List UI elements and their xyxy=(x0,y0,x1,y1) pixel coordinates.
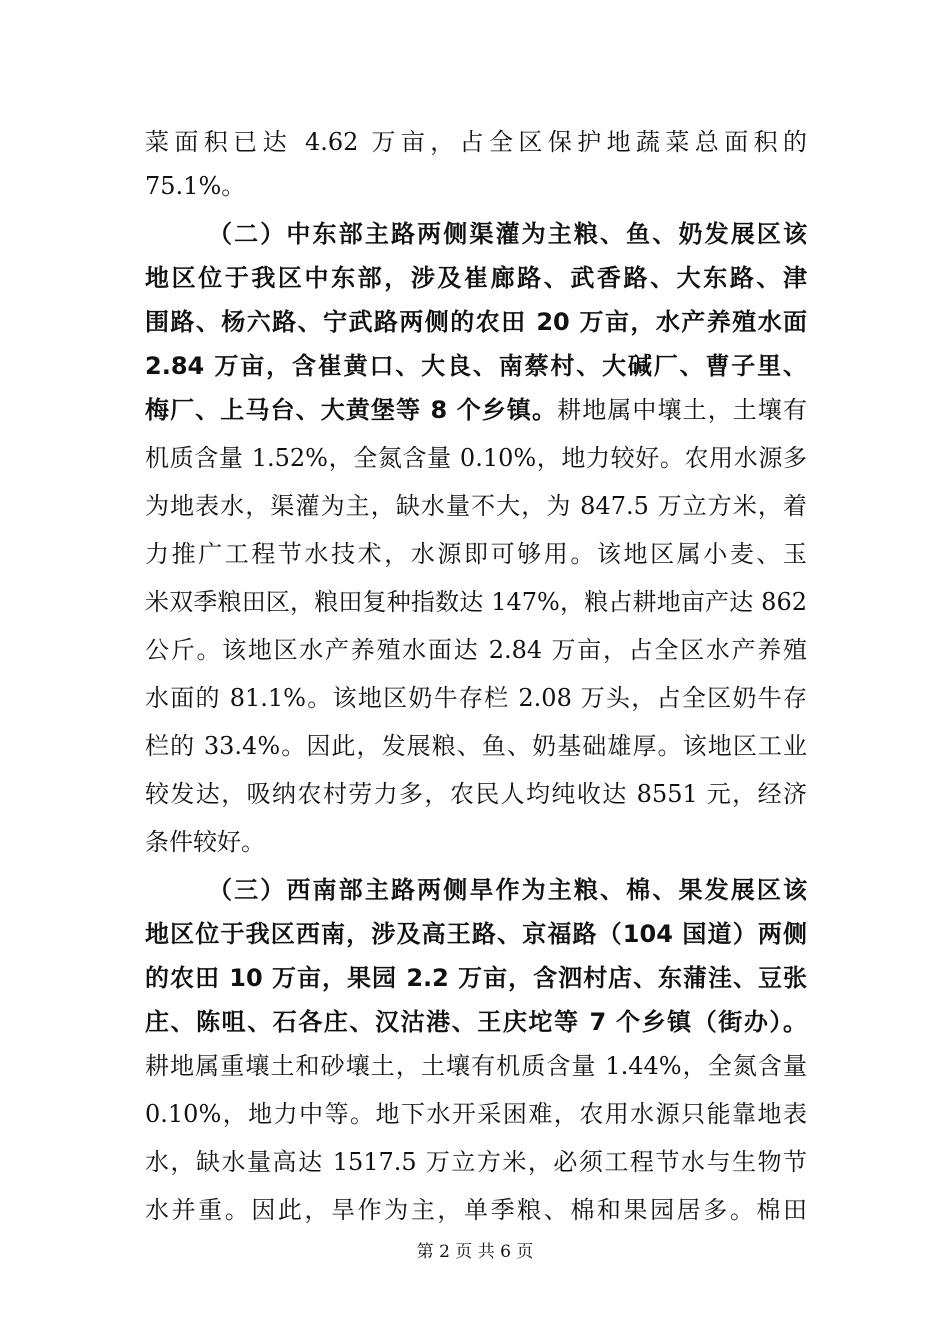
text-line: 栏的 33.4%。因此，发展粮、鱼、奶基础雄厚。该地区工业 xyxy=(145,732,807,760)
text-line-regular-part: 耕地属中壤土，土壤有 xyxy=(557,396,807,424)
text-line: 力推广工程节水技术，水源即可够用。该地区属小麦、玉 xyxy=(145,540,807,568)
text-line: 的农田 10 万亩，果园 2.2 万亩，含泗村店、东蒲洼、豆张 xyxy=(145,964,807,992)
text-line: 水，缺水量高达 1517.5 万立方米，必须工程节水与生物节 xyxy=(145,1148,807,1176)
text-line: 耕地属重壤土和砂壤土，土壤有机质含量 1.44%，全氮含量 xyxy=(145,1052,807,1080)
text-line: 围路、杨六路、宁武路两侧的农田 20 万亩，水产养殖水面 xyxy=(145,308,807,336)
text-line: 水并重。因此，旱作为主，单季粮、棉和果园居多。棉田 xyxy=(145,1196,807,1224)
text-line: 地区位于我区西南，涉及高王路、京福路（104 国道）两侧 xyxy=(145,920,807,948)
text-line-bold-part: 梅厂、上马台、大黄堡等 8 个乡镇。 xyxy=(145,396,558,424)
page-footer: 第 2 页 共 6 页 xyxy=(416,1242,534,1262)
text-line: 水面的 81.1%。该地区奶牛存栏 2.08 万头，占全区奶牛存 xyxy=(145,684,807,712)
text-line: 机质含量 1.52%，全氮含量 0.10%，地力较好。农用水源多 xyxy=(145,444,807,472)
section-heading-line: （三）西南部主路两侧旱作为主粮、棉、果发展区该 xyxy=(208,876,807,904)
text-line: 2.84 万亩，含崔黄口、大良、南蔡村、大碱厂、曹子里、 xyxy=(145,352,807,380)
text-line: 菜面积已达 4.62 万亩，占全区保护地蔬菜总面积的 xyxy=(145,128,807,156)
text-line: 米双季粮田区，粮田复种指数达 147%，粮占耕地亩产达 862 xyxy=(145,588,807,616)
text-line: 庄、陈咀、石各庄、汉沽港、王庆坨等 7 个乡镇（街办）。 xyxy=(145,1008,807,1036)
section-heading-line: （二）中东部主路两侧渠灌为主粮、鱼、奶发展区该 xyxy=(208,220,807,248)
text-line: 地区位于我区中东部，涉及崔廊路、武香路、大东路、津 xyxy=(145,264,807,292)
text-line: 为地表水，渠灌为主，缺水量不大，为 847.5 万立方米，着 xyxy=(145,492,807,520)
text-line: 75.1%。 xyxy=(145,172,246,200)
text-line xyxy=(145,390,807,430)
text-line: 公斤。该地区水产养殖水面达 2.84 万亩，占全区水产养殖 xyxy=(145,636,807,664)
text-line: 较发达，吸纳农村劳力多，农民人均纯收达 8551 元，经济 xyxy=(145,780,807,808)
text-line: 条件较好。 xyxy=(145,828,265,856)
text-line: 0.10%，地力中等。地下水开采困难，农用水源只能靠地表 xyxy=(145,1100,807,1128)
